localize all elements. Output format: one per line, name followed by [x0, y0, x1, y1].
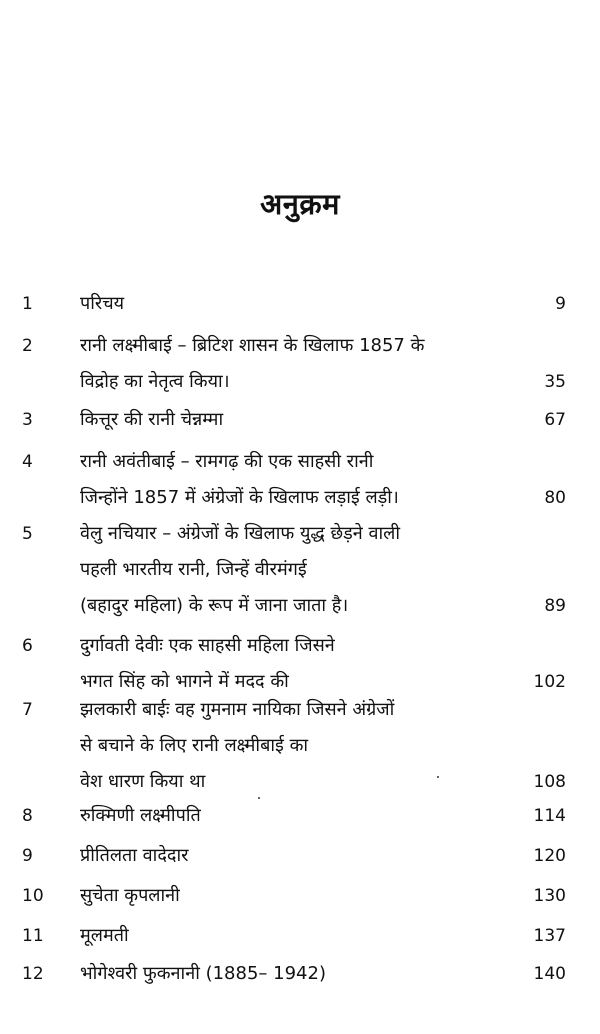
chapter-number: 9 — [22, 846, 33, 866]
chapter-title — [80, 798, 520, 834]
chapter-number: 1 — [22, 294, 33, 314]
chapter-number: 4 — [22, 452, 33, 472]
chapter-title-line: भोगेश्वरी फुकनानी (1885– 1942) — [80, 963, 326, 984]
chapter-title-line: पहली भारतीय रानी, जिन्हें वीरमंगई — [80, 559, 307, 580]
chapter-title — [80, 956, 520, 992]
chapter-page-number: 137 — [533, 926, 566, 946]
chapter-title-line: मूलमती — [80, 925, 129, 946]
chapter-page-number: 67 — [544, 410, 566, 430]
chapter-page-number: 130 — [533, 886, 566, 906]
chapter-title-line: सुचेता कृपलानी — [80, 885, 180, 906]
chapter-page-number: 35 — [544, 372, 566, 392]
chapter-title-line: झलकारी बाईः वह गुमनाम नायिका जिसने अंग्रेजों — [80, 699, 395, 720]
chapter-title-line: विद्रोह का नेतृत्व किया। — [80, 371, 230, 392]
chapter-number: 8 — [22, 806, 33, 826]
chapter-title — [80, 692, 520, 800]
chapter-page-number: 102 — [533, 672, 566, 692]
chapter-title — [80, 918, 520, 954]
page-title: अनुक्रम — [260, 187, 340, 221]
chapter-title-line: दुर्गावती देवीः एक साहसी महिला जिसने — [80, 635, 335, 656]
chapter-number: 3 — [22, 410, 33, 430]
chapter-title-line: भगत सिंह को भागने में मदद की — [80, 671, 289, 692]
chapter-title-line: वेलु नचियार – अंग्रेजों के खिलाफ युद्ध छेड़ने वाली — [80, 523, 401, 544]
chapter-title — [80, 444, 520, 516]
chapter-title — [80, 628, 520, 700]
chapter-title-line: वेश धारण किया था — [80, 771, 206, 792]
chapter-page-number: 80 — [544, 488, 566, 508]
chapter-title-line: कित्तूर की रानी चेन्नम्मा — [80, 409, 224, 430]
chapter-title — [80, 328, 520, 400]
chapter-title-line: प्रीतिलता वादेदार — [80, 845, 189, 866]
chapter-number: 7 — [22, 700, 33, 720]
chapter-title — [80, 402, 520, 438]
chapter-number: 6 — [22, 636, 33, 656]
chapter-page-number: 140 — [533, 964, 566, 984]
chapter-title — [80, 516, 520, 624]
chapter-number: 11 — [22, 926, 44, 946]
chapter-title — [80, 878, 520, 914]
chapter-title — [80, 838, 520, 874]
print-speck — [258, 797, 260, 799]
chapter-number: 5 — [22, 524, 33, 544]
chapter-page-number: 114 — [533, 806, 566, 826]
chapter-title-line: रुक्मिणी लक्ष्मीपति — [80, 805, 201, 826]
chapter-title-line: जिन्होंने 1857 में अंग्रेजों के खिलाफ लड़ाई लड़ी। — [80, 487, 399, 508]
chapter-number: 2 — [22, 336, 33, 356]
chapter-page-number: 9 — [555, 294, 566, 314]
chapter-number: 10 — [22, 886, 44, 906]
chapter-title-line: परिचय — [80, 293, 125, 314]
chapter-page-number: 89 — [544, 596, 566, 616]
chapter-page-number: 120 — [533, 846, 566, 866]
chapter-title-line: से बचाने के लिए रानी लक्ष्मीबाई का — [80, 735, 309, 756]
chapter-page-number: 108 — [533, 772, 566, 792]
chapter-title-line: (बहादुर महिला) के रूप में जाना जाता है। — [80, 595, 349, 616]
chapter-title — [80, 286, 520, 322]
chapter-number: 12 — [22, 964, 44, 984]
chapter-title-line: रानी अवंतीबाई – रामगढ़ की एक साहसी रानी — [80, 451, 374, 472]
print-speck — [437, 776, 439, 778]
chapter-title-line: रानी लक्ष्मीबाई – ब्रिटिश शासन के खिलाफ 1857 के — [80, 335, 425, 356]
